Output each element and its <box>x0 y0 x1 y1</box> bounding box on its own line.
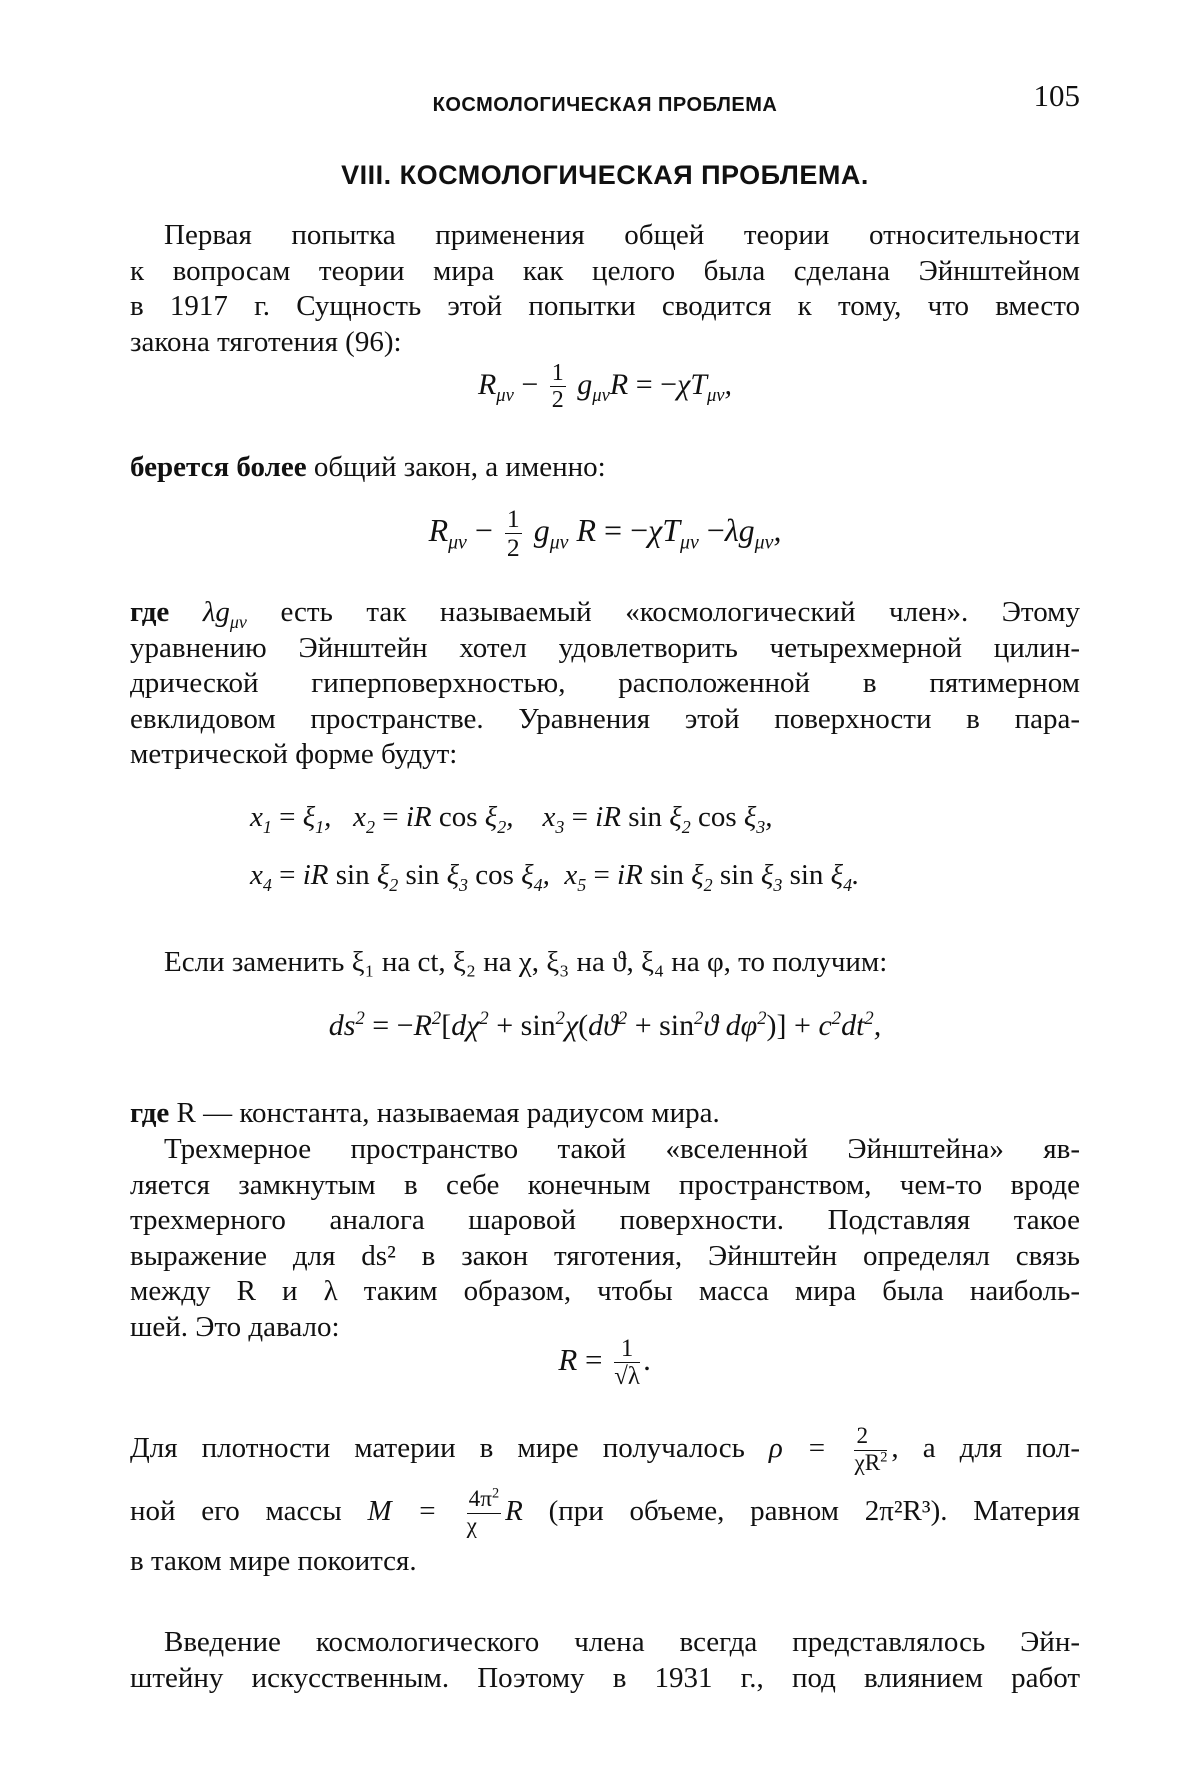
text-line: Если заменить ξ₁ на ct, ξ₂ на χ, ξ₃ на ϑ, ξ₄ на φ, то получим: <box>164 946 888 978</box>
bold-text: где <box>130 596 170 628</box>
text-line: в 1917 г. Сущность этой попытки сводится к тому, что вместо <box>130 290 1080 322</box>
equation-radius: R = $\frac{1}{√\lambda}$ . <box>558 1335 652 1391</box>
paragraph-radius <box>130 1096 1080 1132</box>
text-line: закона тяготения (96): <box>130 325 402 358</box>
text-line: штейну искусственным. Поэтому в 1931 г., под влиянием работ <box>130 1661 1080 1694</box>
paragraph-einstein-universe <box>130 1132 1080 1345</box>
equation-gravity-law: $R_{\mu\nu}$ − $\frac{1}{2}$ $g_{\mu\nu}R = -\chi T_{\mu\nu}$, <box>477 360 733 414</box>
equation-parametric-2: $x_4$ = iR $\sin \xi_2$ $\sin \xi_3$ $\cos \xi_4$, $x_5$ = iR $\sin \xi_2$ $\sin \xi_3$ $\sin \xi_4$. <box>250 859 860 895</box>
text-line: к вопросам теории мира как целого была сделана Эйнштейном <box>130 254 1080 287</box>
equation-parametric-1: $x_1 = \xi_1$, $x_2$ = iR $\cos \xi_2$, $x_3$ = iR $\sin \xi_2$ $\cos \xi_3$, <box>250 801 773 837</box>
text-fragment: есть так называемый «космологический член». Этому <box>246 596 1080 628</box>
bold-text: где <box>130 1097 170 1129</box>
math-density: ρ = $\frac{2}{\chi R^2}$ <box>768 1423 888 1476</box>
text-fragment: общий закон, а именно: <box>306 451 606 483</box>
text-line: выражение для ds² в закон тяготения, Эйнштейн определял связь <box>130 1239 1080 1272</box>
text-fragment: , а для пол- <box>891 1432 1081 1464</box>
text-line: Первая попытка применения общей теории относительности <box>164 219 1080 251</box>
equation-line-element: $ds^2 = -R^2[d\chi^2 + \sin^2\chi(dϑ^2 + \sin^2ϑ$ $d\varphi^2)] + c^2dt^2$, <box>328 1008 882 1042</box>
text-fragment: Для плотности материи в мире получалось <box>130 1432 745 1464</box>
text-line: Трехмерное пространство такой «вселенной Эйнштейна» яв- <box>164 1133 1080 1165</box>
text-line: метрической форме будут: <box>130 738 458 770</box>
paragraph-substitution <box>130 945 1080 981</box>
text-line: Введение космологического члена всегда представлялось Эйн- <box>164 1626 1080 1658</box>
text-line: дрической гиперповерхностью, расположенной в пятимерном <box>130 667 1080 699</box>
bold-text: берется более <box>130 451 307 483</box>
text-line: евклидовом пространстве. Уравнения этой поверхности в пара- <box>130 702 1080 735</box>
text-line: между R и λ таким образом, чтобы масса мира была наиболь- <box>130 1275 1080 1307</box>
text-line: шей. Это давало: <box>130 1310 340 1343</box>
math-inline: $\lambda g_{\mu\nu}$ <box>202 596 247 632</box>
chapter-title: VIII. КОСМОЛОГИЧЕСКАЯ ПРОБЛЕМА. <box>341 160 869 190</box>
paragraph-general-law <box>130 450 1080 486</box>
paragraph-density-mass <box>130 1418 1080 1580</box>
text-fragment: (при объеме, равном 2π²R³). Материя <box>548 1495 1081 1527</box>
paragraph-cosmological-artificial <box>130 1625 1080 1696</box>
math-mass: M = $\frac{4\pi^2}{\chi}$ R <box>367 1485 523 1539</box>
text-line: ляется замкнутым в себе конечным пространством, чем-то вроде <box>130 1168 1080 1201</box>
text-fragment: R — константа, называемая радиусом мира. <box>169 1097 720 1129</box>
text-line: уравнению Эйнштейн хотел удовлетворить четырехмерной цилин- <box>130 631 1080 664</box>
running-head <box>130 78 1080 118</box>
text-line: в таком мире покоится. <box>130 1545 417 1577</box>
text-fragment: ной его массы <box>130 1495 342 1527</box>
equation-cosmological: $R_{\mu\nu}$ − $\frac{1}{2}$ $g_{\mu\nu}$ $R = -\chi T_{\mu\nu} -\lambda g_{\mu\nu}$, <box>428 504 782 563</box>
paragraph-intro <box>130 218 1080 360</box>
paragraph-cosmological-term <box>130 595 1080 773</box>
page-number: 105 <box>1033 78 1080 113</box>
running-title: КОСМОЛОГИЧЕСКАЯ ПРОБЛЕМА <box>432 94 778 116</box>
text-line: трехмерного аналога шаровой поверхности. Подставляя такое <box>130 1204 1080 1236</box>
